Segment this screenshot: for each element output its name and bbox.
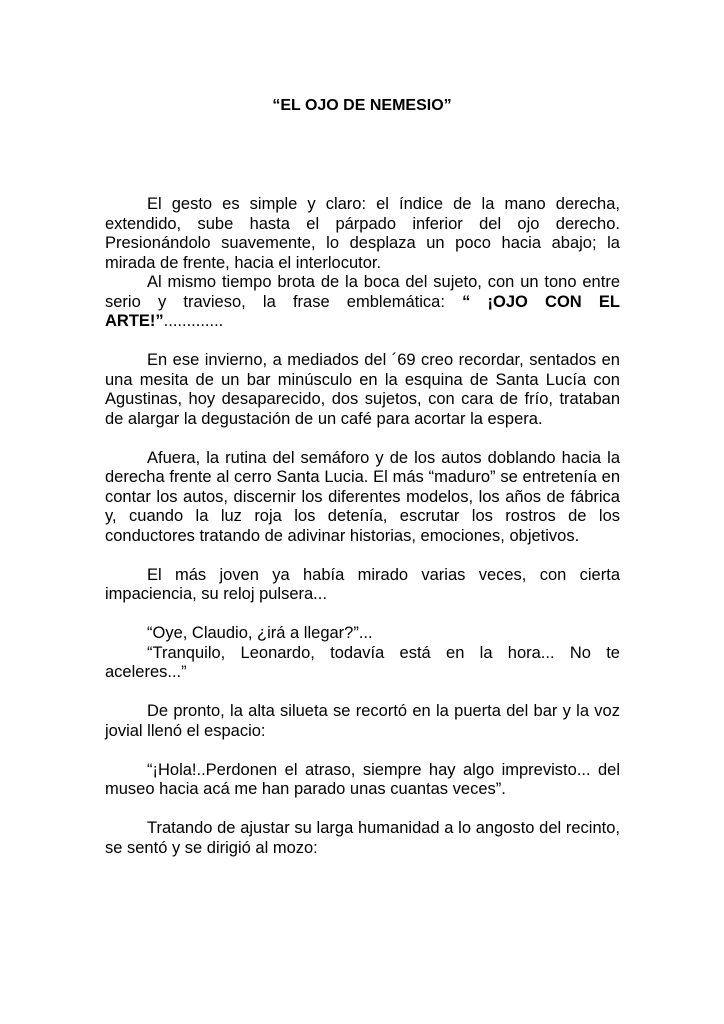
story-body [105,195,620,858]
paragraph-2-emphasis: “ ¡OJO CON EL ARTE!” [105,292,620,330]
paragraph-3: En ese invierno, a mediados del ´69 creo recordar, sentados en una mesita de un bar minúsculo en la esquina de Santa Lucía con Agustinas, hoy desaparecido, dos sujetos, con cara de frío, trataban de alargar la degustación de un café para acortar la espera. [105,351,620,428]
paragraph-8: De pronto, la alta silueta se recortó en la puerta del bar y la voz jovial llenó el espacio: [105,702,620,740]
paragraph-10: Tratando de ajustar su larga humanidad a lo angosto del recinto, se sentó y se dirigió al mozo: [105,819,620,857]
paragraph-4: Afuera, la rutina del semáforo y de los autos doblando hacia la derecha frente al cerro Santa Lucia. El más “maduro” se entretenía en contar los autos, discernir los diferentes modelos, los años de fábrica y, cuando la luz roja los detenía, escrutar los rostros de los conductores tratando de adivinar historias, emociones, objetivos. [105,448,620,545]
paragraph-2-tail: ............. [163,312,224,330]
paragraph-2-text: Al mismo tiempo brota de la boca del sujeto, con un tono entre serio y travieso, la frase emblemática: [105,273,620,311]
paragraph-1: El gesto es simple y claro: el índice de la mano derecha, extendido, sube hasta el párpado inferior del ojo derecho. Presionándolo suavemente, lo desplaza un poco hacia abajo; la mirada de frente, hacia el interlocutor. [105,195,620,272]
paragraph-5: El más joven ya había mirado varias veces, con cierta impaciencia, su reloj pulsera... [105,565,620,603]
paragraph-9: “¡Hola!..Perdonen el atraso, siempre hay algo imprevisto... del museo hacia acá me han parado unas cuantas veces”. [105,760,620,798]
paragraph-7: “Tranquilo, Leonardo, todavía está en la hora... No te aceleres...” [105,643,620,681]
paragraph-2 [105,273,620,332]
paragraph-6: “Oye, Claudio, ¿irá a llegar?”... [147,624,373,642]
page-title: “EL OJO DE NEMESIO” [272,97,452,114]
